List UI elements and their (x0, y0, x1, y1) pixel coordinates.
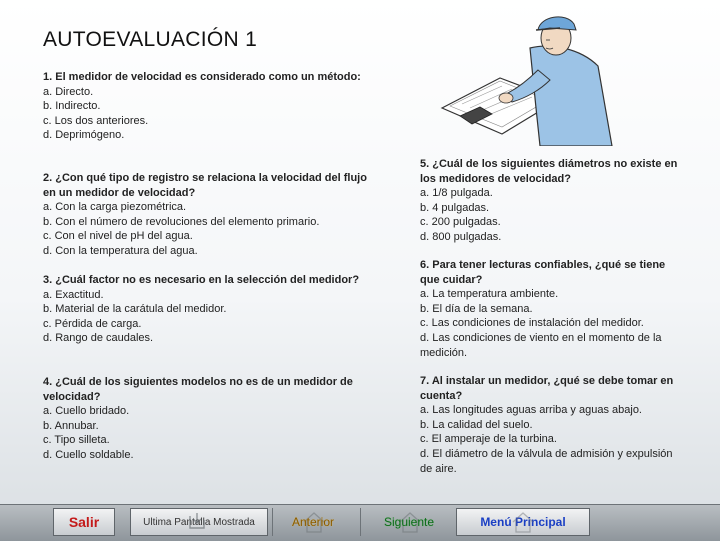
option-d: d. El diámetro de la válvula de admisión y expulsión de aire. (420, 447, 673, 475)
nav-divider (360, 508, 361, 536)
question-2 (43, 171, 373, 259)
option-a: a. Con la carga piezométrica. (43, 201, 187, 214)
option-a: a. Directo. (43, 85, 94, 98)
option-a: a. Cuello bridado. (43, 405, 130, 418)
page-title: AUTOEVALUACIÓN 1 (43, 28, 258, 51)
question-text: 1. El medidor de velocidad es considerado como un método: (43, 71, 361, 83)
previous-button[interactable]: Anterior (291, 515, 335, 529)
option-c: c. Las condiciones de instalación del medidor. (420, 317, 644, 330)
option-d: d. Rango de caudales. (43, 332, 154, 345)
option-c: c. Tipo silleta. (43, 434, 110, 447)
last-viewed-screen-button[interactable]: Ultima Pantalla Mostrada (130, 508, 268, 536)
option-c: c. Pérdida de carga. (43, 317, 142, 330)
question-6 (420, 258, 680, 360)
option-b: b. Indirecto. (43, 100, 101, 113)
option-c: c. 200 pulgadas. (420, 216, 501, 229)
option-d: d. Deprimógeno. (43, 129, 125, 142)
question-text: 7. Al instalar un medidor, ¿qué se debe tomar en cuenta? (420, 375, 674, 402)
question-1 (43, 70, 363, 143)
exit-button[interactable]: Salir (53, 508, 115, 536)
option-b: b. El día de la semana. (420, 302, 533, 315)
question-text: 2. ¿Con qué tipo de registro se relaciona la velocidad del flujo en un medidor de velocidad? (43, 172, 367, 199)
option-a: a. La temperatura ambiente. (420, 288, 559, 301)
option-b: b. Annubar. (43, 419, 99, 432)
option-b: b. La calidad del suelo. (420, 418, 533, 431)
nav-divider (272, 508, 273, 536)
option-a: a. Las longitudes aguas arriba y aguas abajo. (420, 404, 642, 417)
question-text: 3. ¿Cuál factor no es necesario en la selección del medidor? (43, 274, 360, 286)
next-button[interactable]: Siguiente (383, 515, 435, 529)
option-c: c. Con el nivel de pH del agua. (43, 230, 193, 243)
option-b: b. Con el número de revoluciones del elemento primario. (43, 215, 320, 228)
option-d: d. Las condiciones de viento en el momento de la medición. (420, 331, 662, 359)
option-d: d. 800 pulgadas. (420, 230, 502, 243)
option-a: a. 1/8 pulgada. (420, 187, 493, 200)
option-c: c. El amperaje de la turbina. (420, 433, 557, 446)
option-a: a. Exactitud. (43, 288, 104, 301)
question-text: 4. ¿Cuál de los siguientes modelos no es de un medidor de velocidad? (43, 376, 353, 403)
option-c: c. Los dos anteriores. (43, 114, 149, 127)
option-b: b. 4 pulgadas. (420, 201, 490, 214)
person-writing-illustration (440, 8, 615, 146)
question-3 (43, 273, 373, 346)
question-text: 5. ¿Cuál de los siguientes diámetros no existe en los medidores de velocidad? (420, 158, 678, 185)
main-menu-button[interactable]: Menú Principal (456, 508, 590, 536)
question-text: 6. Para tener lecturas confiables, ¿qué se tiene que cuidar? (420, 259, 666, 286)
option-b: b. Material de la carátula del medidor. (43, 303, 227, 316)
question-7 (420, 374, 680, 476)
question-4 (43, 375, 373, 463)
question-5 (420, 157, 680, 245)
option-d: d. Con la temperatura del agua. (43, 244, 198, 257)
option-d: d. Cuello soldable. (43, 448, 134, 461)
